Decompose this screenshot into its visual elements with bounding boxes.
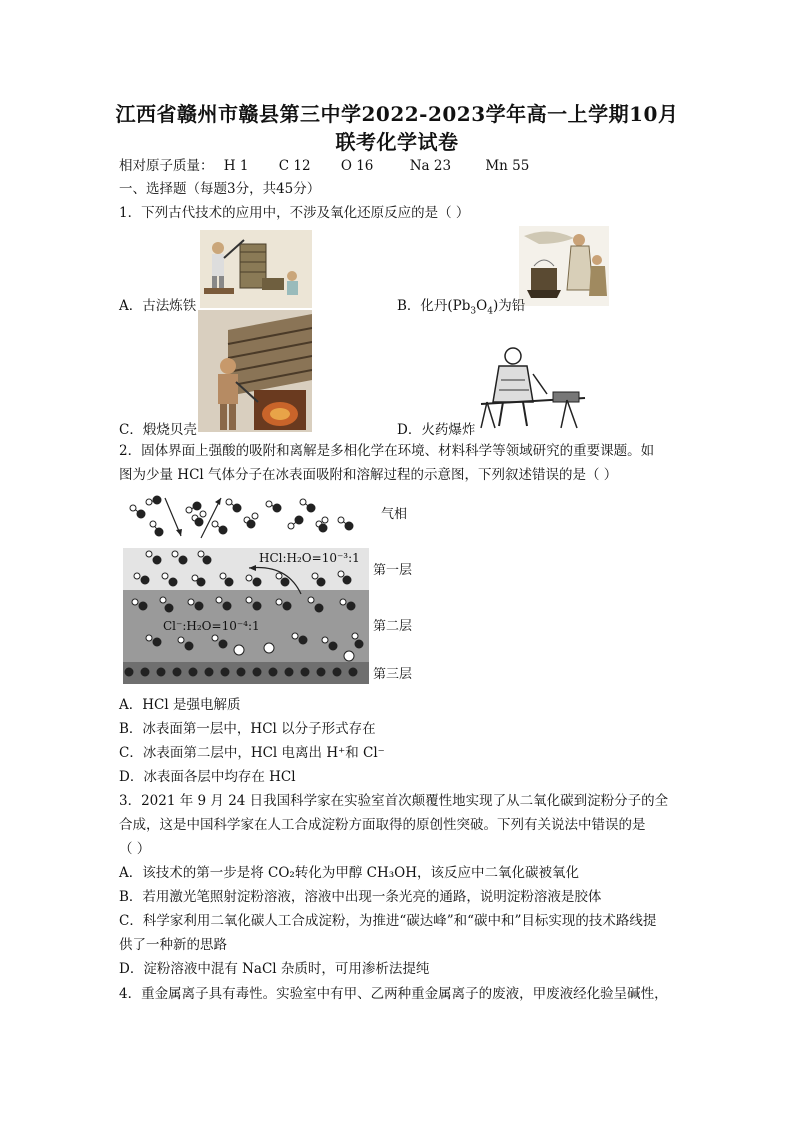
q3-stem-line2: 合成，这是中国科学家在人工合成淀粉方面取得的原创性突破。下列有关说法中错误的是: [119, 817, 646, 833]
q2-option-a: A．HCl 是强电解质: [119, 697, 241, 713]
iron-smelting-picture: [200, 230, 312, 308]
q3-option-c-line1: C．科学家利用二氧化碳人工合成淀粉，为推进“碳达峰”和“碳中和”目标实现的技术路线提: [119, 913, 657, 929]
layer1-label: 第一层: [373, 563, 413, 578]
q1-option-b-post: )为铅: [492, 298, 526, 314]
hcl-adsorption-figure: [119, 490, 439, 686]
atomic-mass-c: C 12: [278, 158, 311, 174]
gunpowder-picture: [477, 340, 590, 432]
q2-option-c: C．冰表面第二层中，HCl 电离出 H⁺和 Cl⁻: [119, 745, 385, 761]
q4-stem-line1: 4．重金属离子具有毒性。实验室中有甲、乙两种重金属离子的废液，甲废液经化验呈碱性，: [119, 986, 668, 1002]
q1-option-c: C．煅烧贝壳: [119, 422, 197, 438]
q1-option-b-mid: O: [476, 298, 488, 314]
q3-stem-line3: （ ）: [119, 841, 151, 857]
atomic-mass-h: H 1: [223, 158, 249, 174]
q1-option-b: [397, 294, 525, 317]
atomic-mass-label: 相对原子质量：: [119, 158, 214, 174]
q1-option-d: D．火药爆炸: [397, 422, 476, 438]
q3-stem-line1: 3．2021 年 9 月 24 日我国科学家在实验室首次颠覆性地实现了从二氧化碳到淀粉分子的全: [119, 793, 669, 809]
exam-title-line1: 江西省赣州市赣县第三中学2022-2023学年高一上学期10月: [115, 102, 679, 126]
q1-option-b-sub1: 3: [470, 306, 477, 317]
q2-stem-line2: 图为少量 HCl 气体分子在冰表面吸附和溶解过程的示意图，下列叙述错误的是（ ）: [119, 467, 618, 483]
atomic-mass-na: Na 23: [409, 158, 452, 174]
q1-option-a: A．古法炼铁: [119, 298, 197, 314]
q3-option-b: B．若用激光笔照射淀粉溶液，溶液中出现一条光亮的通路，说明淀粉溶液是胶体: [119, 889, 602, 905]
q2-stem-line1: 2．固体界面上强酸的吸附和离解是多相化学在环境、材料科学等领域研究的重要课题。如: [119, 443, 655, 459]
q2-option-b: B．冰表面第一层中，HCl 以分子形式存在: [119, 721, 376, 737]
q1-option-b-pre: B．化丹(Pb: [397, 298, 471, 314]
layer2-label: 第二层: [373, 619, 413, 634]
cinnabar-refining-picture: [519, 226, 609, 306]
atomic-mass-mn: Mn 55: [485, 158, 530, 174]
q3-option-d: D．淀粉溶液中混有 NaCl 杂质时，可用渗析法提纯: [119, 961, 430, 977]
atomic-mass-o: O 16: [340, 158, 374, 174]
shell-calcining-picture: [198, 310, 312, 432]
gas-phase-label: 气相: [381, 507, 408, 522]
q1-option-b-sub2: 4: [487, 306, 493, 317]
atomic-mass-line: [119, 157, 543, 175]
hcl-adsorption-svg: [119, 490, 439, 686]
q3-option-c-line2: 供了一种新的思路: [119, 937, 227, 953]
q3-option-a: A．该技术的第一步是将 CO₂转化为甲醇 CH₃OH，该反应中二氧化碳被氧化: [119, 865, 579, 881]
layer3-label: 第三层: [373, 667, 413, 682]
exam-title-line2: 联考化学试卷: [335, 130, 459, 154]
section-heading: 一、选择题（每题3分，共45分）: [119, 181, 321, 197]
q1-stem: 1．下列古代技术的应用中，不涉及氧化还原反应的是（ ）: [119, 205, 470, 221]
ratio2-label: Cl⁻:H₂O=10⁻⁴:1: [163, 619, 260, 633]
q2-option-d: D．冰表面各层中均存在 HCl: [119, 769, 296, 785]
ratio1-label: HCl:H₂O=10⁻³:1: [259, 551, 360, 565]
